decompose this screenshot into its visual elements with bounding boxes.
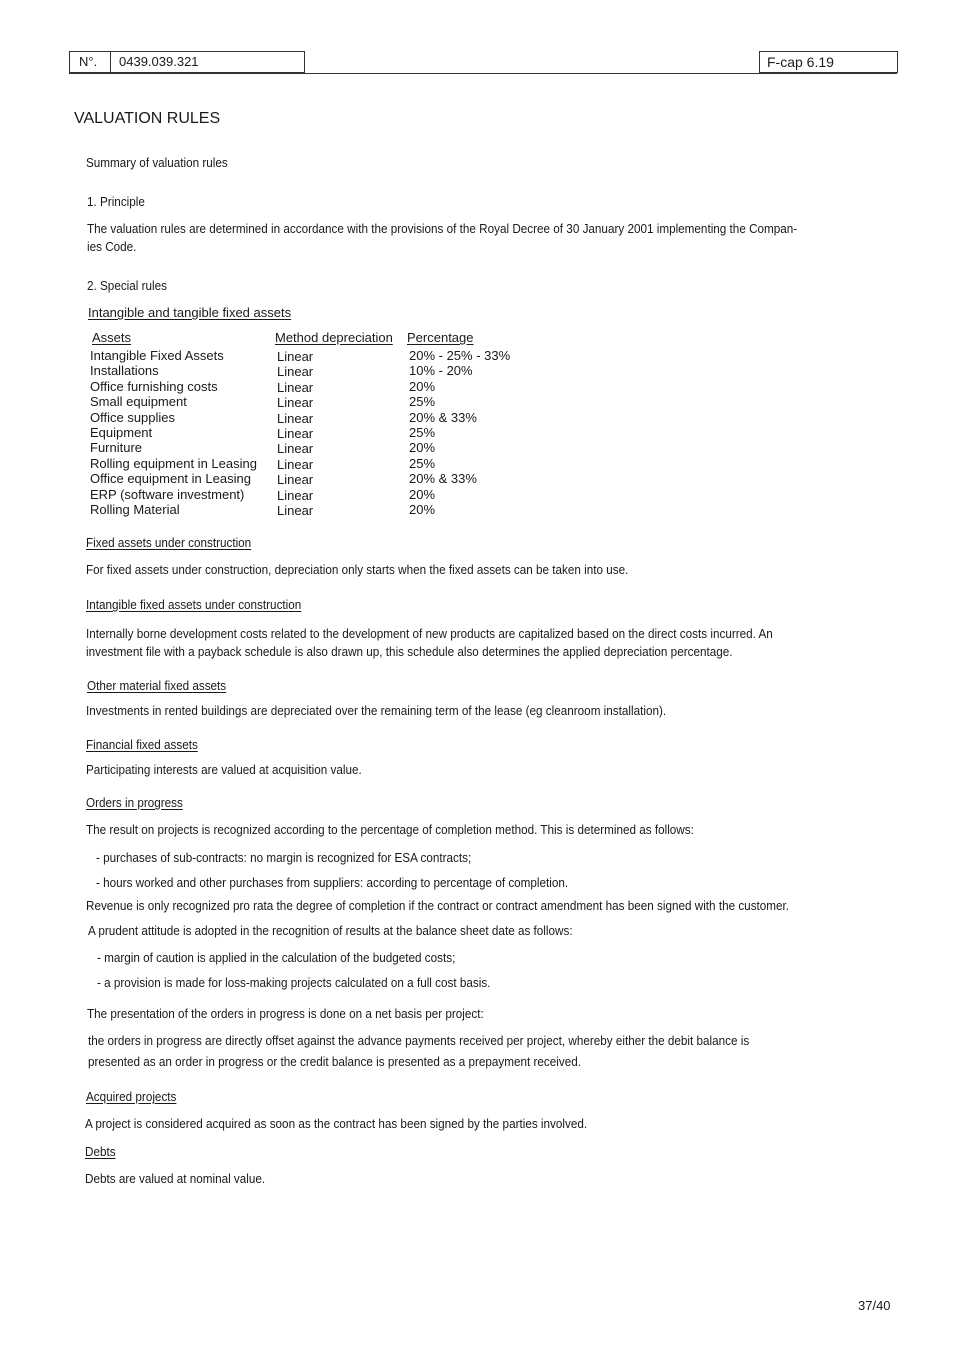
method-cell: Linear [277, 364, 314, 380]
intangible-construction-heading: Intangible fixed assets under construction [86, 597, 302, 612]
construction-heading: Fixed assets under construction [86, 535, 252, 550]
method-cell: Linear [277, 441, 314, 457]
asset-cell: Intangible Fixed Assets [90, 348, 224, 363]
method-cell: Linear [277, 426, 314, 441]
principle-text-line2: ies Code. [87, 239, 137, 254]
principle-heading: 1. Principle [87, 194, 145, 209]
number-label: N°. [69, 51, 111, 73]
asset-cell: Office supplies [90, 409, 176, 425]
method-cell: Linear [277, 456, 314, 472]
orders-bullet2: - hours worked and other purchases from suppliers: according to percentage of completion. [96, 875, 569, 890]
percentage-cell: 20% & 33% [409, 409, 477, 425]
percentage-cell: 20% [409, 486, 436, 502]
percentage-cell: 25% [409, 425, 436, 440]
special-rules-heading: 2. Special rules [87, 278, 168, 293]
method-cell: Linear [277, 487, 314, 503]
other-material-text: Investments in rented buildings are depreciated over the remaining term of the lease (eg cleanroom installation). [86, 703, 667, 718]
debts-heading: Debts [85, 1144, 116, 1159]
orders-text5-line2: presented as an order in progress or the credit balance is presented as a prepayment received. [88, 1054, 581, 1069]
debts-text: Debts are valued at nominal value. [85, 1171, 266, 1186]
other-material-heading: Other material fixed assets [87, 678, 227, 693]
intangible-construction-line2: investment file with a payback schedule is also drawn up, this schedule also determines the applied depreciation percentage. [86, 644, 733, 659]
orders-text5-line1: the orders in progress are directly offset against the advance payments received per project, whereby either the debit balance is [88, 1033, 750, 1048]
orders-text3: A prudent attitude is adopted in the recognition of results at the balance sheet date as follows: [88, 923, 573, 938]
asset-cell: Office equipment in Leasing [90, 471, 251, 487]
method-cell: Linear [277, 349, 314, 364]
col-header-method: Method depreciation [275, 330, 393, 345]
col-header-assets: Assets [92, 330, 132, 345]
percentage-cell: 20% & 33% [409, 471, 477, 487]
asset-cell: Installations [90, 363, 159, 379]
orders-bullet3: - margin of caution is applied in the calculation of the budgeted costs; [97, 950, 456, 965]
col-header-percentage: Percentage [407, 330, 474, 345]
method-cell: Linear [277, 410, 314, 426]
orders-text2: Revenue is only recognized pro rata the degree of completion if the contract or contract amendment has been signed with the customer. [86, 898, 790, 913]
principle-text-line1: The valuation rules are determined in accordance with the provisions of the Royal Decree of 30 January 2001 implementing the Compan- [87, 221, 798, 236]
method-cell: Linear [277, 472, 314, 488]
construction-text: For fixed assets under construction, depreciation only starts when the fixed assets can be taken into use. [86, 562, 629, 577]
orders-text1: The result on projects is recognized according to the percentage of completion method. This is determined as follows: [86, 822, 694, 837]
percentage-cell: 25% [409, 394, 436, 410]
percentage-cell: 25% [409, 455, 436, 471]
asset-cell: ERP (software investment) [90, 486, 245, 502]
method-cell: Linear [277, 395, 314, 411]
orders-bullet1: - purchases of sub-contracts: no margin is recognized for ESA contracts; [96, 850, 472, 865]
method-cell: Linear [277, 379, 314, 395]
percentage-cell: 20% [409, 440, 436, 456]
asset-cell: Small equipment [90, 394, 187, 410]
company-number: 0439.039.321 [110, 51, 305, 73]
asset-cell: Equipment [90, 425, 153, 440]
asset-cell: Furniture [90, 440, 143, 456]
summary-heading: Summary of valuation rules [86, 155, 228, 170]
orders-text4: The presentation of the orders in progress is done on a net basis per project: [87, 1006, 484, 1021]
orders-heading: Orders in progress [86, 795, 183, 810]
percentage-cell: 10% - 20% [409, 363, 473, 379]
percentage-cell: 20% [409, 502, 436, 517]
percentage-cell: 20% - 25% - 33% [409, 348, 511, 363]
method-cell: Linear [277, 503, 314, 518]
page-number: 37/40 [858, 1298, 891, 1313]
asset-cell: Rolling equipment in Leasing [90, 455, 257, 471]
asset-cell: Office furnishing costs [90, 378, 218, 394]
financial-heading: Financial fixed assets [86, 737, 198, 752]
financial-text: Participating interests are valued at acquisition value. [86, 762, 362, 777]
fixed-assets-heading: Intangible and tangible fixed assets [88, 305, 292, 320]
acquired-heading: Acquired projects [86, 1089, 177, 1104]
page-title: VALUATION RULES [74, 110, 221, 127]
intangible-construction-line1: Internally borne development costs related to the development of new products are capitalized based on the direct costs incurred. An [86, 626, 773, 641]
orders-bullet4: - a provision is made for loss-making projects calculated on a full cost basis. [97, 975, 491, 990]
acquired-text: A project is considered acquired as soon as the contract has been signed by the parties involved. [85, 1116, 588, 1131]
form-code: F-cap 6.19 [759, 51, 898, 73]
asset-cell: Rolling Material [90, 502, 180, 517]
percentage-cell: 20% [409, 378, 436, 394]
